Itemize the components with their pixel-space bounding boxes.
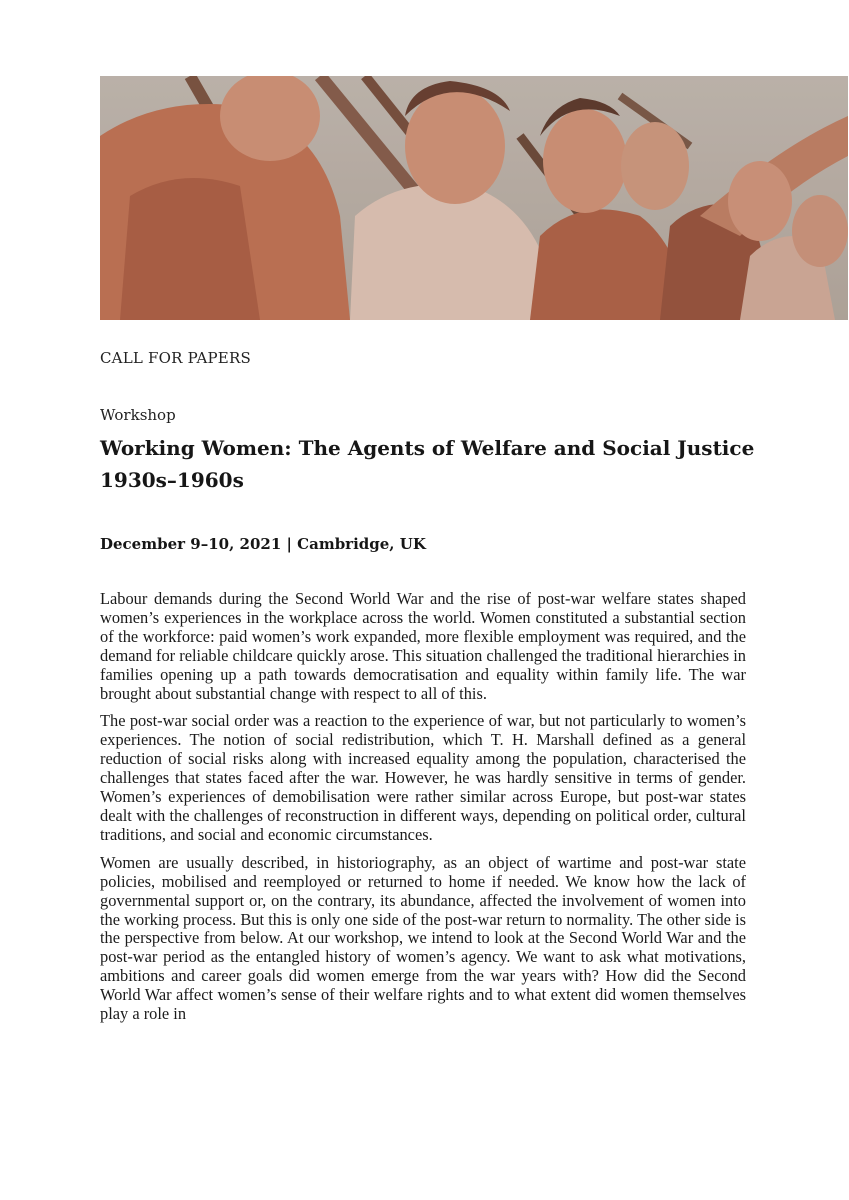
- paragraph: Women are usually described, in historiography, as an object of wartime and post-war state policies, mobilised and reemployed or returned to home if needed. We know how the lack of governmental support or, on the contrary, its abundance, affected the involvement of women into the working process. But this is only one side of the post-war return to normality. The other side is the perspective from below. At our workshop, we intend to look at the Second World War and the post-war period as the entangled history of women’s agency. We want to ask what motivations, ambitions and career goals did women emerge from the war years with? How did the Second World War affect women’s sense of their welfare rights and to what extent did women themselves play a role in: [100, 852, 746, 1024]
- photo-women-workers-icon: [100, 76, 848, 320]
- title-line-2: 1930s–1960s: [100, 468, 244, 492]
- event-type-label: Workshop: [100, 406, 176, 424]
- page-title: [100, 432, 800, 496]
- paragraph: The post-war social order was a reaction to the experience of war, but not particularly to women’s experiences. The notion of social redistribution, which T. H. Marshall defined as a general reduction of social risks along with increased equality among the population, characterised the challenges that states faced after the war. However, he was hardly sensitive in terms of gender. Women’s experiences of demobilisation were rather similar across Europe, but post-war states dealt with the challenges of reconstruction in different ways, depending on political order, cultural traditions, and social and economic circumstances.: [100, 711, 746, 844]
- header-photo: [100, 76, 848, 320]
- date-location: December 9–10, 2021 | Cambridge, UK: [100, 535, 426, 553]
- body-text: [100, 590, 746, 1033]
- paragraph: Labour demands during the Second World War and the rise of post-war welfare states shaped women’s experiences in the workplace across the world. Women constituted a substantial section of the workforce: paid women’s work expanded, more flexible employment was required, and the demand for reliable childcare quickly arose. This situation challenged the traditional hierarchies in families opening up a path towards democratisation and equality within family life. The war brought about substantial change with respect to all of this.: [100, 589, 746, 703]
- call-for-papers-label: CALL FOR PAPERS: [100, 349, 251, 367]
- title-line-1: Working Women: The Agents of Welfare and Social Justice: [100, 436, 755, 460]
